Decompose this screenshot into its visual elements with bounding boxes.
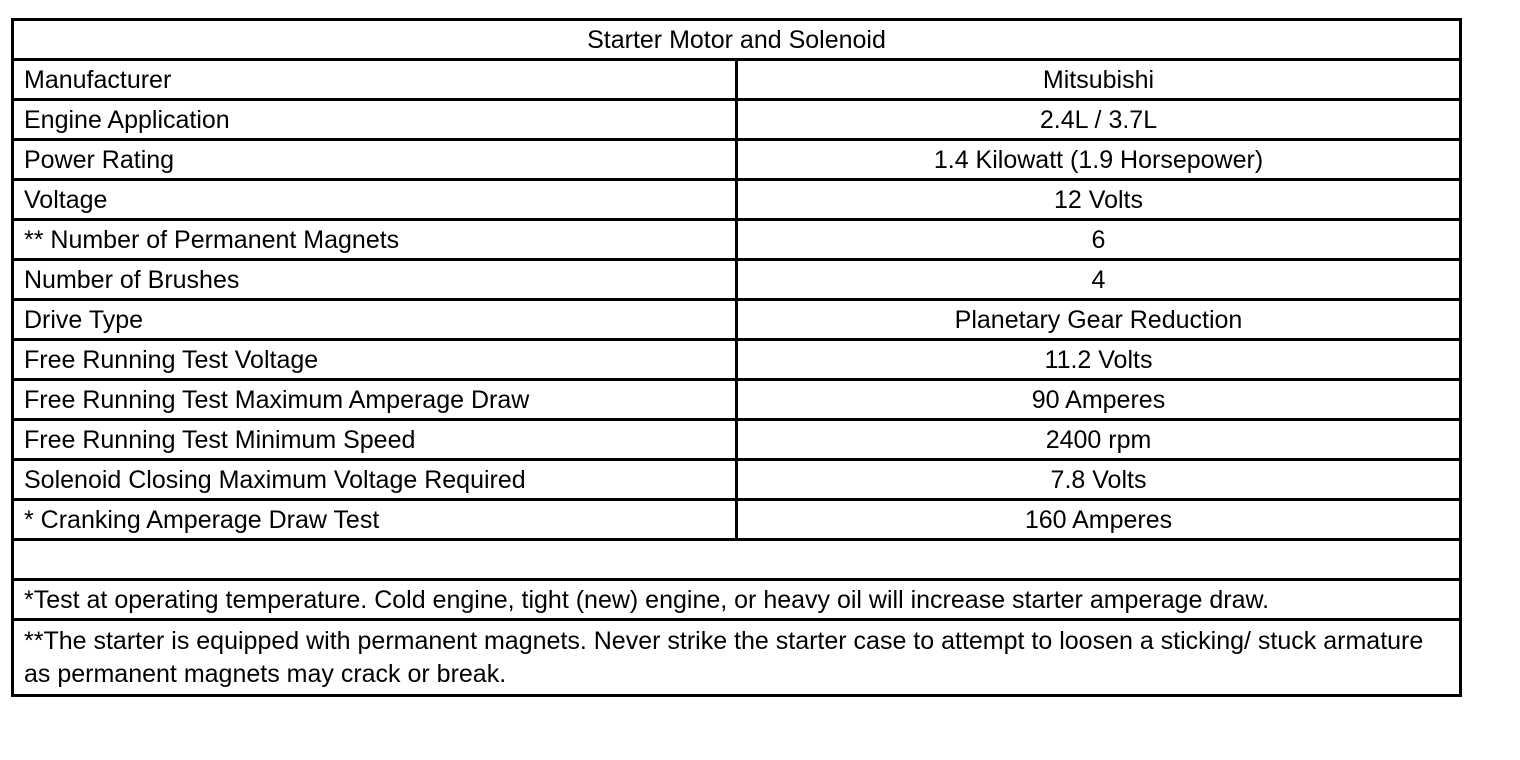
row-label: Free Running Test Minimum Speed <box>13 420 737 460</box>
row-label: Power Rating <box>13 140 737 180</box>
table-row <box>13 500 1461 540</box>
row-value: 2400 rpm <box>737 420 1461 460</box>
row-label: ** Number of Permanent Magnets <box>13 220 737 260</box>
row-label: Engine Application <box>13 100 737 140</box>
table-row <box>13 100 1461 140</box>
row-label: Free Running Test Maximum Amperage Draw <box>13 380 737 420</box>
row-value: 12 Volts <box>737 180 1461 220</box>
table-row <box>13 260 1461 300</box>
footnote-single-asterisk: *Test at operating temperature. Cold engine, tight (new) engine, or heavy oil will increase starter amperage draw. <box>13 580 1461 620</box>
footnote-row <box>13 580 1461 620</box>
row-label: Free Running Test Voltage <box>13 340 737 380</box>
row-label: Voltage <box>13 180 737 220</box>
row-label: * Cranking Amperage Draw Test <box>13 500 737 540</box>
row-value: 160 Amperes <box>737 500 1461 540</box>
table-row <box>13 340 1461 380</box>
footnote-row <box>13 620 1461 696</box>
row-value: 6 <box>737 220 1461 260</box>
table-row <box>13 140 1461 180</box>
table-row <box>13 420 1461 460</box>
row-value: Planetary Gear Reduction <box>737 300 1461 340</box>
footnote-double-asterisk: **The starter is equipped with permanent magnets. Never strike the starter case to attempt to loosen a sticking/ stuck armature as permanent magnets may crack or break. <box>13 620 1461 696</box>
row-value: 1.4 Kilowatt (1.9 Horsepower) <box>737 140 1461 180</box>
table-row <box>13 220 1461 260</box>
row-label: Solenoid Closing Maximum Voltage Required <box>13 460 737 500</box>
table-title-row <box>13 20 1461 60</box>
table-row <box>13 60 1461 100</box>
row-label: Drive Type <box>13 300 737 340</box>
starter-spec-table <box>11 18 1462 697</box>
row-value: 90 Amperes <box>737 380 1461 420</box>
table-title: Starter Motor and Solenoid <box>13 20 1461 60</box>
spacer-row <box>13 540 1461 580</box>
row-value: 4 <box>737 260 1461 300</box>
row-value: 2.4L / 3.7L <box>737 100 1461 140</box>
table-row <box>13 380 1461 420</box>
table-row <box>13 300 1461 340</box>
row-label: Number of Brushes <box>13 260 737 300</box>
table-row <box>13 460 1461 500</box>
row-value: Mitsubishi <box>737 60 1461 100</box>
row-value: 7.8 Volts <box>737 460 1461 500</box>
row-label: Manufacturer <box>13 60 737 100</box>
table-row <box>13 180 1461 220</box>
row-value: 11.2 Volts <box>737 340 1461 380</box>
empty-cell <box>13 540 1461 580</box>
